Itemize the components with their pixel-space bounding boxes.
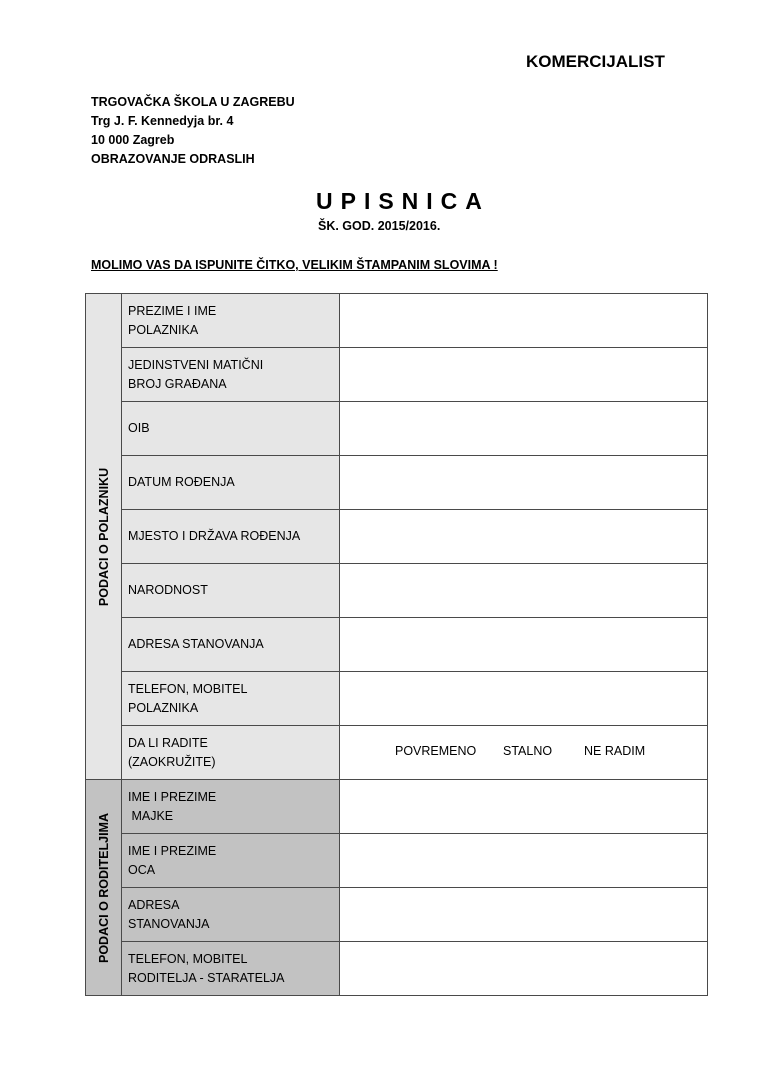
birthplace-field[interactable] [340, 510, 708, 564]
field-label: DATUM ROĐENJA [122, 456, 340, 510]
field-label: DA LI RADITE (ZAOKRUŽITE) [122, 726, 340, 780]
form-row-name [86, 294, 708, 348]
form-row-birthdate [86, 456, 708, 510]
form-title: UPISNICA [316, 188, 490, 214]
section-student [86, 294, 122, 780]
field-label: TELEFON, MOBITEL RODITELJA - STARATELJA [122, 942, 340, 996]
nationality-field[interactable] [340, 564, 708, 618]
form-row-address [86, 618, 708, 672]
form-row-birthplace [86, 510, 708, 564]
school-info [91, 93, 295, 169]
school-name: TRGOVAČKA ŠKOLA U ZAGREBU [91, 95, 295, 109]
field-label: MJESTO I DRŽAVA ROĐENJA [122, 510, 340, 564]
parent-phone-field[interactable] [340, 942, 708, 996]
name-field[interactable] [340, 294, 708, 348]
field-label: TELEFON, MOBITEL POLAZNIKA [122, 672, 340, 726]
school-city: 10 000 Zagreb [91, 133, 175, 147]
field-label: IME I PREZIME MAJKE [122, 780, 340, 834]
mother-name-field[interactable] [340, 780, 708, 834]
instruction-text: MOLIMO VAS DA ISPUNITE ČITKO, VELIKIM ŠTAMPANIM SLOVIMA ! [91, 258, 498, 272]
enrollment-form-table [85, 293, 708, 996]
field-label: ADRESA STANOVANJA [122, 618, 340, 672]
option-occasionally[interactable]: POVREMENO [395, 744, 477, 758]
option-not-working[interactable]: NE RADIM [584, 744, 646, 758]
form-row-parent-phone [86, 942, 708, 996]
school-year: ŠK. GOD. 2015/2016. [318, 219, 441, 233]
section-parents-label: PODACI O RODITELJIMA [96, 812, 111, 963]
section-parents [86, 780, 122, 996]
field-label: OIB [122, 402, 340, 456]
employment-options [340, 726, 708, 780]
form-row-nationality [86, 564, 708, 618]
field-label: NARODNOST [122, 564, 340, 618]
father-name-field[interactable] [340, 834, 708, 888]
field-label: PREZIME I IME POLAZNIKA [122, 294, 340, 348]
form-row-parent-address [86, 888, 708, 942]
phone-field[interactable] [340, 672, 708, 726]
document-type: KOMERCIJALIST [526, 52, 665, 71]
form-row-mother [86, 780, 708, 834]
birthdate-field[interactable] [340, 456, 708, 510]
form-row-oib [86, 402, 708, 456]
oib-field[interactable] [340, 402, 708, 456]
section-student-label: PODACI O POLAZNIKU [96, 467, 111, 606]
form-row-employment [86, 726, 708, 780]
field-label: IME I PREZIME OCA [122, 834, 340, 888]
form-row-phone [86, 672, 708, 726]
option-permanent[interactable]: STALNO [503, 744, 553, 758]
form-row-jmbg [86, 348, 708, 402]
jmbg-field[interactable] [340, 348, 708, 402]
school-address: Trg J. F. Kennedyja br. 4 [91, 114, 234, 128]
form-row-father [86, 834, 708, 888]
field-label: ADRESA STANOVANJA [122, 888, 340, 942]
field-label: JEDINSTVENI MATIČNI BROJ GRAĐANA [122, 348, 340, 402]
parent-address-field[interactable] [340, 888, 708, 942]
school-department: OBRAZOVANJE ODRASLIH [91, 152, 255, 166]
address-field[interactable] [340, 618, 708, 672]
